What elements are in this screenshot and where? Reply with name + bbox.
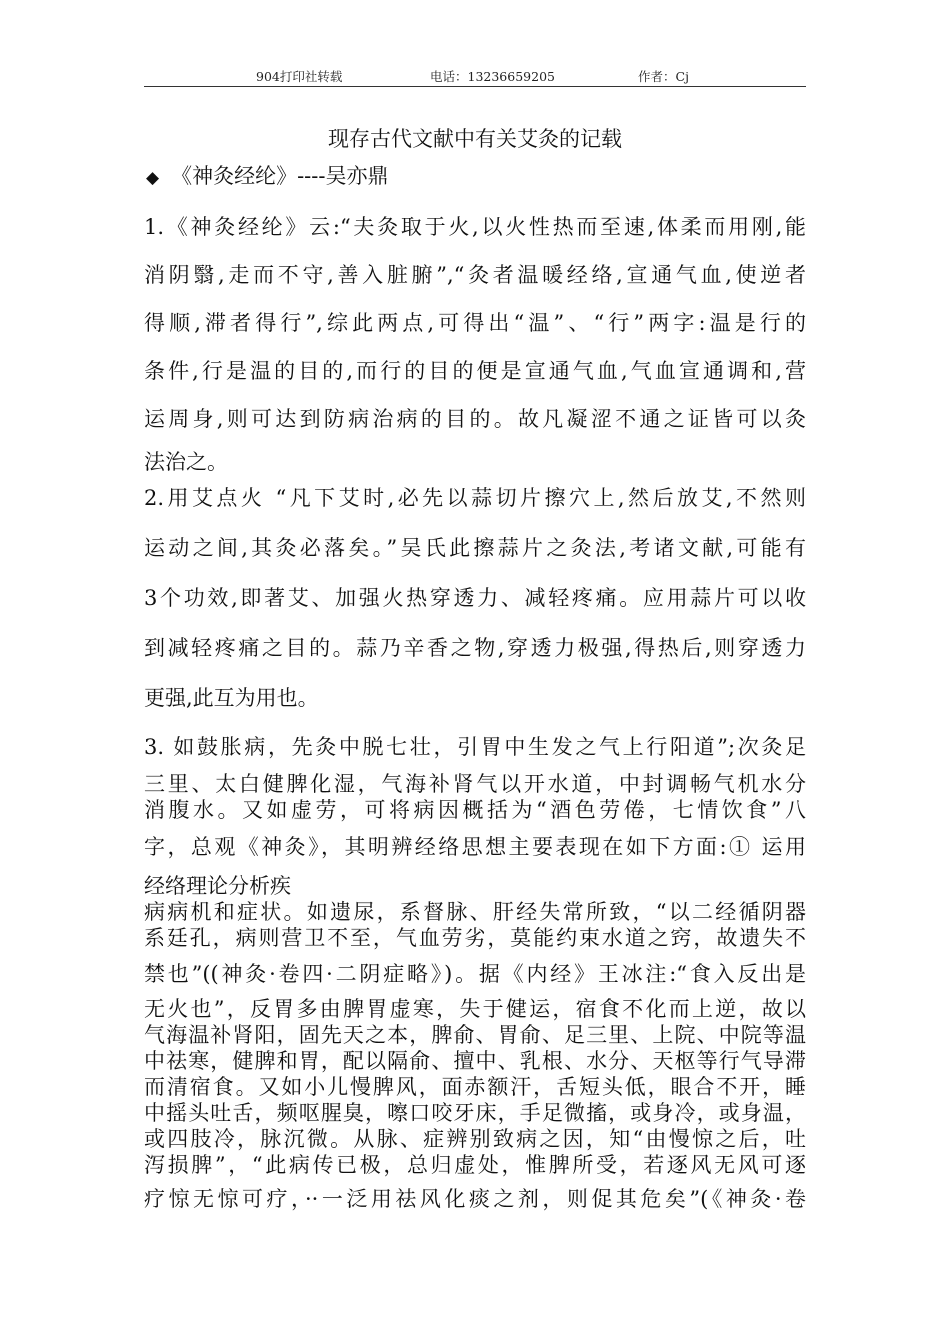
body-line: 得顺,滞者得行”,综此两点,可得出“温”、“行”两字:温是行的 [144, 311, 806, 335]
body-line: 中摇头吐舌，频呕腥臭，嚓口咬牙床，手足微搐，或身冷，或身温， [144, 1101, 806, 1125]
header-source: 904打印社转载 [256, 69, 343, 84]
section-heading-text: 《神灸经纶》----吴亦鼎 [171, 164, 389, 188]
body-line: 法治之。 [144, 450, 228, 474]
header-author: 作者：Cj [638, 69, 689, 84]
body-line: 经络理论分析疾 [144, 874, 291, 898]
body-line: 到减轻疼痛之目的。蒜乃辛香之物,穿透力极强,得热后,则穿透力 [144, 636, 806, 660]
body-line: 1.《神灸经纶》云:“夫灸取于火,以火性热而至速,体柔而用刚,能 [144, 215, 806, 239]
body-line: 中祛寒，健脾和胃，配以隔俞、擅中、乳根、水分、天枢等行气导滞 [144, 1049, 806, 1073]
body-line: 运动之间,其灸必落矣。”吴氏此擦蒜片之灸法,考诸文献,可能有 [144, 536, 806, 560]
body-line: 无火也”，反胃多由脾胃虚寒，失于健运，宿食不化而上逆，故以 [144, 997, 806, 1021]
body-line: 字，总观《神灸》，其明辨经络思想主要表现在如下方面:① 运用 [144, 835, 806, 859]
body-line: 消腹水。又如虚劳，可将病因概括为“酒色劳倦，七情饮食”八 [144, 798, 806, 822]
body-line: 系廷孔，病则营卫不至，气血劳劣，莫能约束水道之窍，故遗失不 [144, 926, 806, 950]
body-line: 2.用艾点火 “凡下艾时,必先以蒜切片擦穴上,然后放艾,不然则 [144, 486, 806, 510]
body-line: 禁也”((神灸·卷四·二阴症略》)。据《内经》王冰注:“食入反出是 [144, 962, 806, 986]
body-line: 病病机和症状。如遗尿，系督脉、肝经失常所致，“以二经循阴器 [144, 900, 806, 924]
page-header [144, 66, 806, 87]
body-line: 气海温补肾阳，固先天之本，脾俞、胃俞、足三里、上院、中院等温 [144, 1023, 806, 1047]
header-phone: 电话：13236659205 [430, 69, 555, 84]
body-line: 而清宿食。又如小儿慢脾风，面赤额汗，舌短头低，眼合不开，睡 [144, 1075, 806, 1099]
body-line: 泻损脾”，“此病传已极，总归虚处，惟脾所受，若逐风无风可逐 [144, 1153, 806, 1177]
body-line: 疗惊无惊可疗，··一泛用祛风化痰之剂，则促其危矣”(《神灸·卷 [144, 1187, 806, 1211]
body-line: 或四肢冷，脉沉微。从脉、症辨别致病之因，知“由慢惊之后，吐 [144, 1127, 806, 1151]
body-line: 3个功效,即著艾、加强火热穿透力、减轻疼痛。应用蒜片可以收 [144, 586, 806, 610]
body-line: 更强,此互为用也。 [144, 686, 319, 710]
diamond-bullet-icon: ◆ [146, 168, 160, 188]
document-title: 现存古代文献中有关艾灸的记载 [328, 127, 622, 151]
body-line: 运周身,则可达到防病治病的目的。故凡凝涩不通之证皆可以灸 [144, 407, 806, 431]
body-line: 3. 如鼓胀病，先灸中脱七壮，引胃中生发之气上行阳道”;次灸足 [144, 735, 806, 759]
section-heading [146, 160, 388, 190]
body-line: 条件,行是温的目的,而行的目的便是宣通气血,气血宣通调和,营 [144, 359, 806, 383]
body-line: 消阴翳,走而不守,善入脏腑”,“灸者温暖经络,宣通气血,使逆者 [144, 263, 806, 287]
body-line: 三里、太白健脾化湿，气海补肾气以开水道，中封调畅气机水分 [144, 772, 806, 796]
